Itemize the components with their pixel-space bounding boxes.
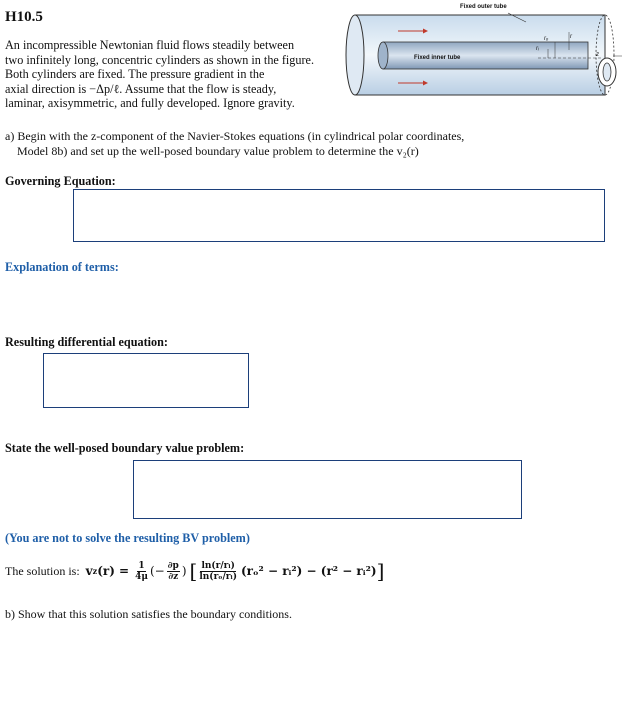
grad-open: (−: [149, 564, 165, 578]
intro-line: An incompressible Newtonian fluid flows steadily between: [5, 38, 295, 52]
problem-title: H10.5: [5, 9, 43, 25]
ri-label: rᵢ: [536, 46, 539, 52]
bracket-close: ]: [376, 559, 385, 583]
explanation-label: Explanation of terms:: [5, 260, 119, 274]
part-a-line: a) Begin with the z-component of the Navier-Stokes equations (in cylindrical polar coordinates,: [5, 129, 465, 143]
inner-tube-label: Fixed inner tube: [414, 55, 461, 61]
z-label: z: [596, 52, 599, 58]
log-num: ln(r/rᵢ): [201, 560, 235, 571]
eq-lhs: v: [85, 564, 93, 578]
log-fraction: [199, 561, 237, 582]
r-label: r: [570, 34, 572, 40]
solution-lead: The solution is:: [5, 563, 80, 578]
resulting-equation-label: Resulting differential equation:: [5, 335, 168, 349]
part-b-prompt: b) Show that this solution satisfies the boundary conditions.: [5, 607, 292, 621]
grad-num: ∂p: [167, 560, 179, 571]
intro-line: axial direction is −Δp/ℓ. Assume that the flow is steady,: [5, 81, 277, 96]
bvp-label: State the well-posed boundary value problem:: [5, 441, 245, 455]
not-solve-note: (You are not to solve the resulting BV problem): [5, 531, 250, 545]
problem-statement: [5, 38, 345, 111]
part-a-line: Model 8b) and set up the well-posed boundary value problem to determine the v₂(r): [17, 143, 419, 158]
eq-lhs-arg: (r) =: [97, 564, 130, 578]
governing-equation-label: Governing Equation:: [5, 174, 116, 188]
log-den: ln(rₒ/rᵢ): [199, 571, 237, 582]
governing-equation-box[interactable]: [73, 189, 605, 242]
coef-den: 4μ: [135, 571, 148, 582]
coef-fraction: [135, 561, 148, 582]
grad-fraction: [167, 561, 180, 582]
bracket-open: [: [189, 559, 198, 583]
eq-lhs-sub: z: [92, 566, 98, 576]
ro-label: rₒ: [544, 36, 549, 42]
outer-tube-label: Fixed outer tube: [460, 4, 507, 10]
resulting-equation-box[interactable]: [43, 353, 249, 408]
intro-line: two infinitely long, concentric cylinders as shown in the figure.: [5, 52, 315, 67]
coef-num: 1: [138, 560, 145, 571]
solution-equation: [86, 561, 385, 582]
intro-line: laminar, axisymmetric, and fully developed. Ignore gravity.: [5, 96, 295, 111]
bvp-box[interactable]: [133, 460, 522, 519]
intro-line: Both cylinders are fixed. The pressure gradient in the: [5, 67, 265, 82]
eq-terms: (rₒ² − rᵢ²) − (r² − rᵢ²): [240, 564, 377, 578]
solution-line: [5, 551, 384, 591]
grad-close: ): [181, 564, 187, 578]
part-a-prompt: [5, 129, 464, 158]
grad-den: ∂z: [168, 571, 179, 582]
concentric-cylinders-figure: [343, 2, 628, 102]
